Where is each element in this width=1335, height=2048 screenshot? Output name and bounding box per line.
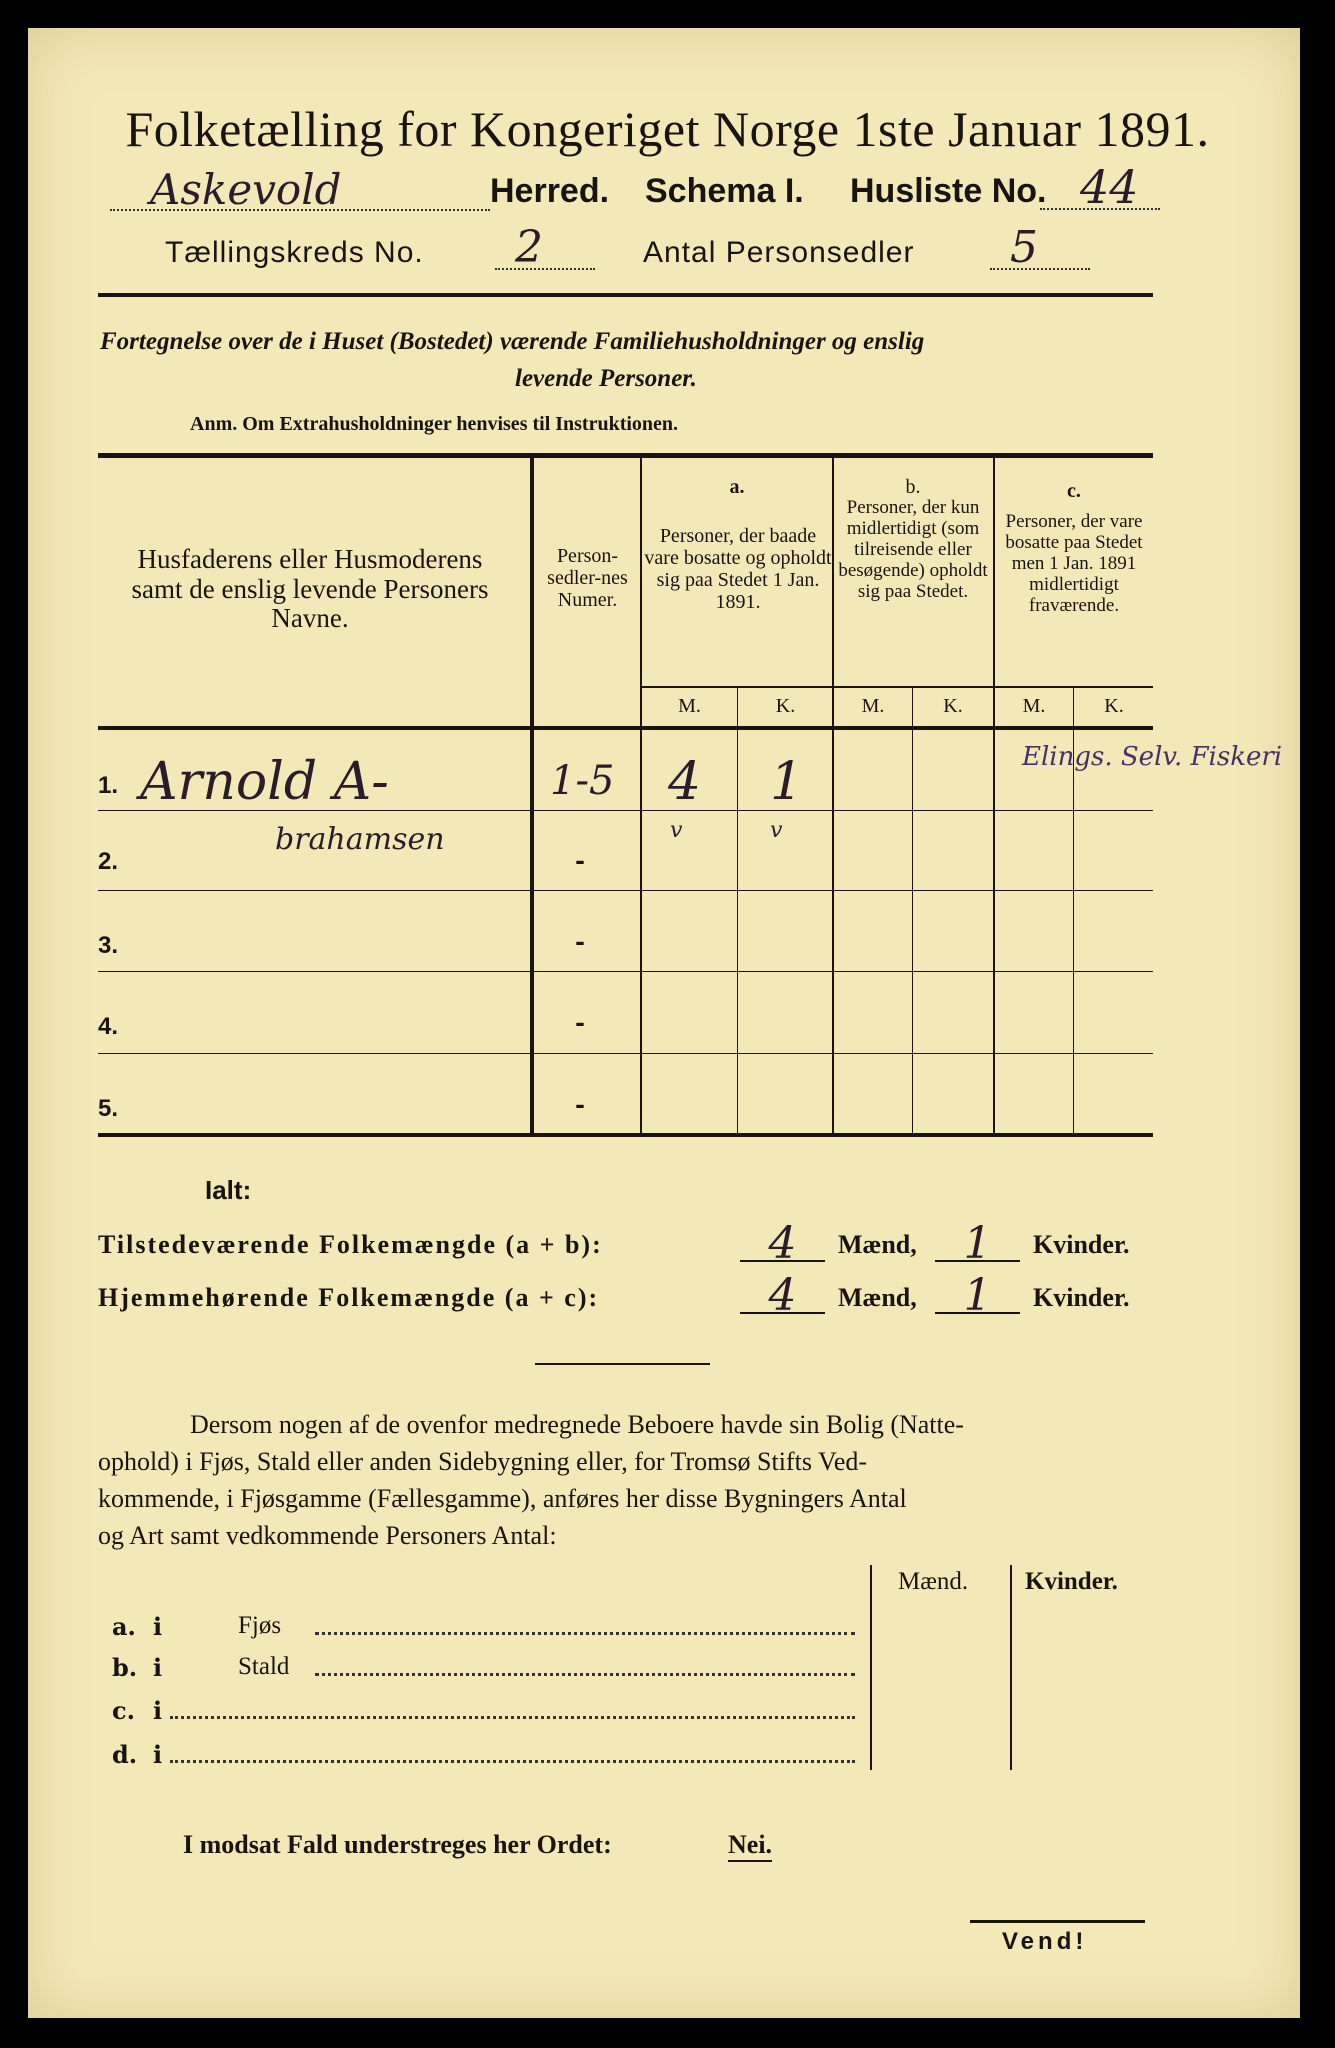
census-form-paper (28, 28, 1300, 2018)
building-label: Fjøs (238, 1612, 282, 1639)
nei-word: Nei. (728, 1830, 772, 1862)
ialt-label: Ialt: (205, 1175, 252, 1205)
tilstede-k-field (935, 1218, 1020, 1269)
building-i: i (153, 1740, 163, 1769)
buildings-vline-2 (1010, 1565, 1012, 1770)
col-c-header: Personer, der vare bosatte paa Stedet men 1 Jan. 1891 midlertidigt fraværende. (1005, 511, 1143, 616)
col-b-letter: b. (905, 476, 921, 498)
hjemme-maend: Mænd, (838, 1283, 917, 1312)
buildings-kvinder-header: Kvinder. (1025, 1568, 1118, 1595)
building-dotline (170, 1716, 855, 1719)
row-c-note: Elings. Selv. Fiskeri (1022, 742, 1283, 772)
row-number: 4. (98, 1013, 119, 1040)
vline-a (640, 456, 642, 1133)
vend-rule (970, 1920, 1145, 1923)
husliste-value: 44 (1080, 160, 1139, 214)
building-letter: c. (112, 1696, 135, 1725)
anm-note: Anm. Om Extrahusholdninger henvises til Instruktionen. (190, 413, 679, 435)
husliste-label: Husliste No. (850, 172, 1047, 210)
kreds-value: 2 (515, 222, 543, 273)
tilstede-maend: Mænd, (838, 1230, 917, 1259)
personsedler-field (990, 222, 1090, 273)
form-title: Folketælling for Kongeriget Norge 1ste Januar 1891. (125, 101, 1210, 157)
row-numer: - (575, 1090, 585, 1119)
building-letter: b. (112, 1653, 138, 1682)
hjemme-k-value: 1 (963, 1270, 992, 1321)
modsat-label: I modsat Fald understreges her Ordet: (183, 1830, 612, 1859)
hjemme-m-value: 4 (768, 1270, 797, 1321)
col-numer-header: Person-sedler-nes Numer. (547, 545, 628, 611)
row-number: 3. (98, 932, 119, 959)
tilstede-label: Tilstedeværende Folkemængde (a + b): (98, 1230, 603, 1259)
hjemme-kvinder: Kvinder. (1033, 1283, 1130, 1312)
row-name: Arnold A- (140, 752, 389, 812)
section-divider (535, 1363, 710, 1365)
kreds-field (495, 222, 595, 273)
col-c-letter: c. (1067, 480, 1081, 502)
buildings-para-2: ophold) i Fjøs, Stald eller anden Sidebygning eller, for Tromsø Stifts Ved- (98, 1447, 868, 1476)
col-c-m: M. (1022, 695, 1046, 717)
vline-names (530, 456, 534, 1133)
mk-rule (640, 686, 1153, 688)
hjemme-m-field (740, 1270, 825, 1321)
building-i: i (153, 1696, 163, 1725)
buildings-para-4: og Art samt vedkommende Personers Antal: (98, 1521, 557, 1550)
tilstede-m-value: 4 (768, 1218, 797, 1269)
intro-line-1: Fortegnelse over de i Huset (Bostedet) værende Familiehusholdninger og enslig (100, 328, 925, 355)
row-numer: 1-5 (550, 758, 615, 804)
row-number: 5. (98, 1095, 119, 1122)
col-a-m: M. (678, 695, 701, 717)
row-sep-4 (98, 1053, 1153, 1054)
hjemme-label: Hjemmehørende Folkemængde (a + c): (98, 1283, 600, 1312)
kreds-label: Tællingskreds No. (165, 236, 424, 269)
building-dotline (315, 1632, 855, 1635)
herred-value: Askevold (150, 165, 342, 214)
row-sep-3 (98, 971, 1153, 972)
row-numer: - (575, 1008, 585, 1037)
col-c-k: K. (1104, 695, 1124, 717)
personsedler-label: Antal Personsedler (643, 236, 915, 269)
col-names-header: Husfaderens eller Husmoderens samt de enslig levende Personers Navne. (131, 544, 489, 634)
schema-label: Schema I. (645, 172, 804, 210)
building-dotline (315, 1673, 855, 1676)
herred-field (110, 165, 490, 214)
husliste-field (1040, 160, 1160, 214)
row-a-m: v (670, 818, 683, 843)
col-a-header: Personer, der baade vare bosatte og opholdt sig paa Stedet 1 Jan. 1891. (644, 525, 832, 613)
row-number: 1. (98, 772, 119, 799)
row-number: 2. (98, 848, 119, 875)
vend-label: Vend! (1002, 1928, 1088, 1955)
row-numer: - (575, 927, 585, 956)
hjemme-k-field (935, 1270, 1020, 1321)
row-a-m: 4 (668, 752, 702, 812)
personsedler-value: 5 (1010, 222, 1038, 273)
tilstede-kvinder: Kvinder. (1033, 1230, 1130, 1259)
building-label: Stald (238, 1653, 290, 1680)
building-dotline (170, 1760, 855, 1763)
vline-a-mk (737, 688, 738, 1133)
intro-line-2: levende Personer. (515, 365, 697, 392)
col-b-k: K. (943, 695, 963, 717)
row-a-k: 1 (770, 752, 804, 812)
row-a-k: v (770, 818, 783, 843)
buildings-maend-header: Mænd. (898, 1568, 969, 1595)
col-b-m: M. (861, 695, 885, 717)
col-b-header: Personer, der kun midlertidigt (som tilreisende eller besøgende) opholdt sig paa Stedet. (838, 497, 988, 602)
herred-label: Herred. (490, 172, 610, 210)
col-a-k: K. (775, 695, 796, 717)
vline-b-mk (912, 688, 913, 1133)
buildings-para-1: Dersom nogen af de ovenfor medregnede Beboere havde sin Bolig (Natte- (190, 1410, 964, 1439)
building-i: i (153, 1653, 163, 1682)
row-numer: - (575, 846, 585, 875)
divider-top (98, 293, 1153, 297)
building-i: i (153, 1612, 163, 1641)
row-name: brahamsen (275, 822, 445, 857)
buildings-vline-1 (870, 1565, 872, 1770)
col-a-letter: a. (729, 476, 745, 498)
building-letter: d. (112, 1740, 138, 1769)
tilstede-k-value: 1 (963, 1218, 992, 1269)
row-sep-2 (98, 890, 1153, 891)
building-letter: a. (112, 1612, 136, 1641)
tilstede-m-field (740, 1218, 825, 1269)
table-bottom-rule (98, 1133, 1153, 1137)
buildings-para-3: kommende, i Fjøsgamme (Fællesgamme), anføres her disse Bygningers Antal (98, 1484, 907, 1513)
